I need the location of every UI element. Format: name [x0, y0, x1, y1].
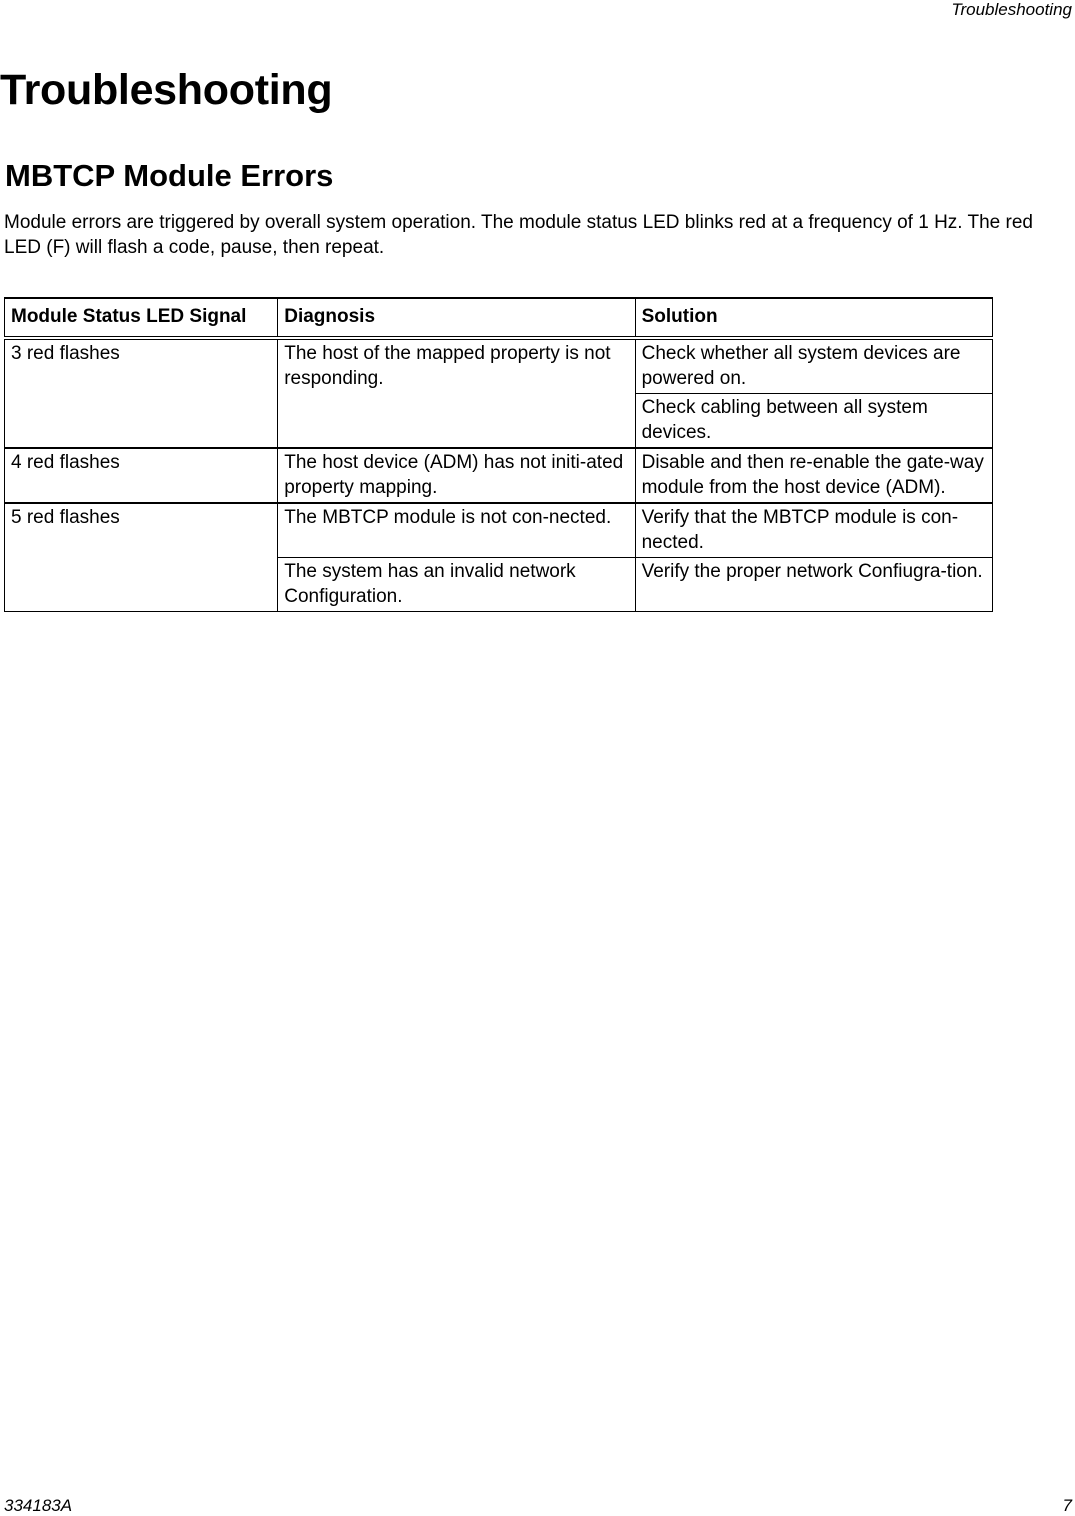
diagnosis-cell: The host device (ADM) has not initi-ated property mapping. — [278, 448, 635, 503]
solution-cell: Disable and then re-enable the gate-way module from the host device (ADM). — [635, 448, 992, 503]
running-header: Troubleshooting — [951, 0, 1072, 19]
footer-page-number: 7 — [1062, 1496, 1072, 1515]
column-header-diagnosis: Diagnosis — [278, 298, 635, 338]
diagnosis-cell: The system has an invalid network Configuration. — [278, 558, 635, 612]
table-header-row — [5, 298, 993, 338]
signal-cell: 4 red flashes — [5, 448, 278, 503]
diagnosis-cell: The host of the mapped property is not responding. — [278, 338, 635, 448]
footer-doc-number: 334183A — [4, 1496, 73, 1515]
solution-cell: Verify the proper network Confiugra-tion. — [635, 558, 992, 612]
page-title: Troubleshooting — [0, 66, 333, 114]
signal-cell: 5 red flashes — [5, 503, 278, 612]
troubleshooting-table — [4, 297, 993, 612]
column-header-solution: Solution — [635, 298, 992, 338]
signal-cell: 3 red flashes — [5, 338, 278, 448]
section-title: MBTCP Module Errors — [5, 158, 334, 193]
diagnosis-cell: The MBTCP module is not con-nected. — [278, 503, 635, 558]
table-row — [5, 503, 993, 558]
solution-cell: Check whether all system devices are powered on. — [635, 338, 992, 394]
table-row — [5, 448, 993, 503]
column-header-signal: Module Status LED Signal — [5, 298, 278, 338]
intro-paragraph: Module errors are triggered by overall system operation. The module status LED blinks red at a frequency of 1 Hz. The red LED (F) will flash a code, pause, then repeat. — [4, 212, 1033, 258]
solution-cell: Check cabling between all system devices. — [635, 394, 992, 449]
table-row — [5, 338, 993, 394]
solution-cell: Verify that the MBTCP module is con-nected. — [635, 503, 992, 558]
